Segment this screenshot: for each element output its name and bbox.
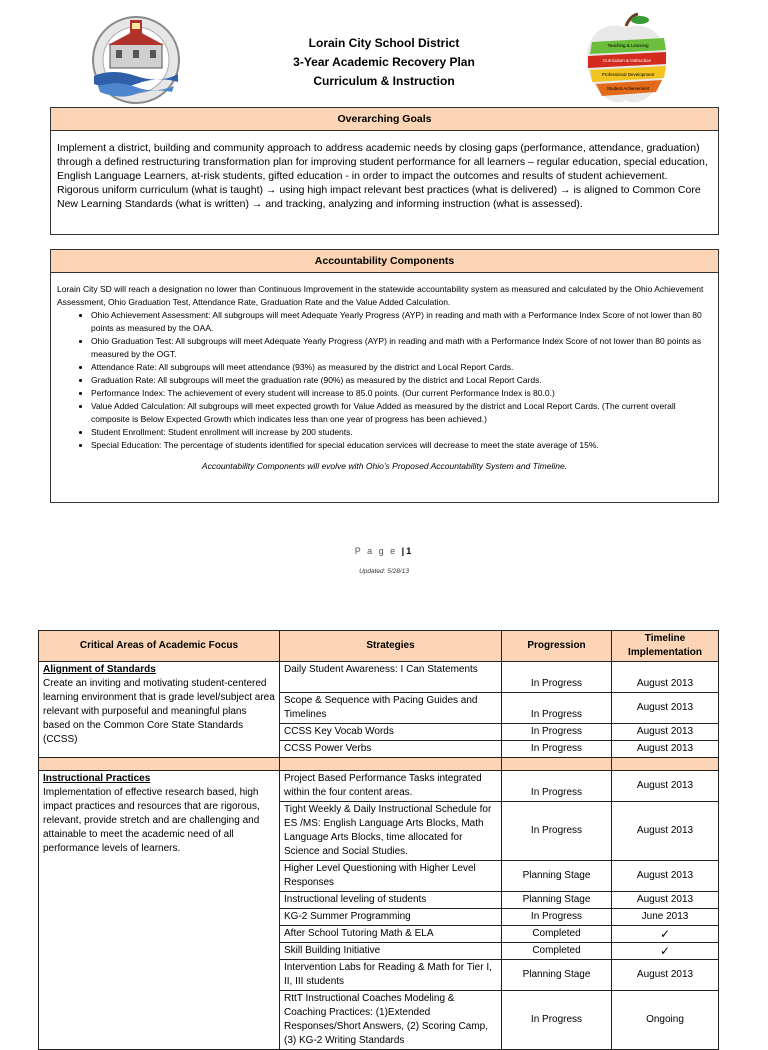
focus-area-alignment	[39, 662, 280, 758]
page-number-value: 1	[406, 546, 414, 556]
checkmark-icon: ✓	[612, 926, 719, 943]
accountability-item: • Student Enrollment: Student enrollment will increase by 200 students.	[91, 426, 712, 439]
apple-logo	[580, 12, 672, 110]
col-header-timeline: Timeline Implementation	[612, 631, 719, 662]
strategy-cell: After School Tutoring Math & ELA	[280, 926, 502, 943]
accountability-item: • Graduation Rate: All subgroups will meet the graduation rate (90%) as measured by the district and Local Report Cards.	[91, 374, 712, 387]
strategy-cell: KG-2 Summer Programming	[280, 909, 502, 926]
col-header-progression: Progression	[502, 631, 612, 662]
strategy-cell: Tight Weekly & Daily Instructional Schedule for ES /MS: English Language Arts Blocks, Math Language Arts Blocks, time allocated for Science and Social Studies.	[280, 802, 502, 861]
strategy-cell: RttT Instructional Coaches Modeling & Coaching Practices: (1)Extended Responses/Short Answers, (2) Scoring Camp, (3) KG-2 Writing Standards	[280, 991, 502, 1050]
timeline-cell: August 2013	[612, 662, 719, 693]
timeline-cell: August 2013	[612, 741, 719, 758]
strategy-cell: CCSS Power Verbs	[280, 741, 502, 758]
apple-layer-4: Student Achievement	[606, 86, 650, 91]
timeline-cell: Ongoing	[612, 991, 719, 1050]
focus-area-title: Alignment of Standards	[43, 664, 156, 675]
progression-cell: In Progress	[502, 693, 612, 724]
page-label: P a g e	[354, 546, 398, 556]
focus-area-desc: Create an inviting and motivating student-centered learning environment that is grade level/subject area relevant with purposeful and meaningful plans based on the Common Core State Standards (CCSS)	[43, 678, 275, 745]
progression-cell: In Progress	[502, 909, 612, 926]
strategy-cell: Skill Building Initiative	[280, 943, 502, 960]
focus-area-instruction	[39, 771, 280, 1050]
goals-heading: Overarching Goals	[51, 108, 718, 131]
progression-cell: Completed	[502, 926, 612, 943]
strategy-cell: Scope & Sequence with Pacing Guides and Timelines	[280, 693, 502, 724]
document-title-block	[250, 34, 518, 91]
progression-cell: In Progress	[502, 741, 612, 758]
accountability-item: • Ohio Achievement Assessment: All subgroups will meet Adequate Yearly Progress (AYP) in reading and math with a Performance Index Score of not lower than 80 points as measured by the OAA.	[91, 309, 712, 335]
strategy-cell: Project Based Performance Tasks integrated within the four content areas.	[280, 771, 502, 802]
timeline-cell: June 2013	[612, 909, 719, 926]
goals-text: Implement a district, building and community approach to address academic needs by closing gaps (performance, attendance, graduation) through a defined restructuring transformation plan for improving student performance for all learners – regular education, special education, English Language Learners, at-risk students, gifted education - in order to impact the outcomes and results of student achievement. Rigorous uniform curriculum (what is taught) → using high impact relevant best practices (what is delivered) → is aligned to Common Core New Learning Standards (what is written) → and tracking, analyzing and informing instruction (what is assessed).	[57, 142, 708, 210]
col-header-strategies: Strategies	[280, 631, 502, 662]
progression-cell: In Progress	[502, 802, 612, 861]
progression-cell: In Progress	[502, 771, 612, 802]
section-separator-row	[39, 758, 719, 771]
progression-cell: Planning Stage	[502, 960, 612, 991]
plan-name: 3-Year Academic Recovery Plan	[293, 55, 475, 69]
progression-cell: Planning Stage	[502, 892, 612, 909]
accountability-item: • Ohio Graduation Test: All subgroups will meet Adequate Yearly Progress (AYP) in reading and math with a Performance Index Score of not lower than 80 points as measured by the OGT.	[91, 335, 712, 361]
apple-layer-2: Curriculum & Instruction	[602, 58, 652, 63]
apple-layer-1: Teaching & Learning	[607, 43, 649, 48]
progression-cell: Planning Stage	[502, 861, 612, 892]
accountability-note: Accountability Components will evolve with Ohio’s Proposed Accountability System and Timeline.	[201, 461, 568, 471]
timeline-cell: August 2013	[612, 802, 719, 861]
timeline-cell: August 2013	[612, 861, 719, 892]
strategy-cell: Instructional leveling of students	[280, 892, 502, 909]
strategy-cell: CCSS Key Vocab Words	[280, 724, 502, 741]
strategy-cell: Intervention Labs for Reading & Math for Tier I, II, III students	[280, 960, 502, 991]
page-number	[0, 546, 768, 556]
page-separator: |	[401, 546, 407, 556]
district-name: Lorain City School District	[308, 36, 460, 50]
accountability-item: • Attendance Rate: All subgroups will meet attendance (93%) as measured by the district and Local Report Cards.	[91, 361, 712, 374]
academic-focus-table	[38, 630, 719, 1050]
updated-date: Updated: 5/28/13	[359, 568, 409, 575]
col-header-areas: Critical Areas of Academic Focus	[39, 631, 280, 662]
apple-layer-3: Professional Development	[601, 72, 655, 77]
overarching-goals-box	[50, 107, 719, 235]
focus-area-title: Instructional Practices	[43, 773, 151, 784]
timeline-cell: August 2013	[612, 724, 719, 741]
lorain-city-schools-logo	[88, 14, 184, 106]
timeline-cell: August 2013	[612, 693, 719, 724]
progression-cell: Completed	[502, 943, 612, 960]
accountability-box	[50, 249, 719, 503]
strategy-cell: Daily Student Awareness: I Can Statements	[280, 662, 502, 693]
accountability-body	[51, 277, 718, 477]
focus-area-desc: Implementation of effective research based, high impact practices and resources that are rigorous, relevant, provide stretch and are challenging and attainable to meet the academic need of all performance levels of learners.	[43, 787, 260, 854]
accountability-list	[57, 309, 712, 452]
accountability-heading: Accountability Components	[51, 250, 718, 273]
accountability-item: • Performance Index: The achievement of every student will increase to 85.0 points. (Our current Performance Index is 80.0.)	[91, 387, 712, 400]
accountability-intro: Lorain City SD will reach a designation no lower than Continuous Improvement in the statewide accountability system as measured and calculated by the Ohio Achievement Assessment, Ohio Graduation Test, Attendance Rate, Graduation Rate and the Value Added Calculation.	[57, 284, 704, 307]
timeline-cell: August 2013	[612, 892, 719, 909]
table-header-row	[39, 631, 719, 662]
strategy-cell: Higher Level Questioning with Higher Level Responses	[280, 861, 502, 892]
table-row	[39, 771, 719, 802]
progression-cell: In Progress	[502, 724, 612, 741]
accountability-item: • Special Education: The percentage of students identified for special education services will decrease to meet the state average of 15%.	[91, 439, 712, 452]
accountability-item: • Value Added Calculation: All subgroups will meet expected growth for Value Added as measured by the district and Local Report Cards. (The current overall composite is Below Expected Growth which indicates less than one year of progress has been achieved.)	[91, 400, 712, 426]
timeline-cell: August 2013	[612, 771, 719, 802]
timeline-cell: August 2013	[612, 960, 719, 991]
table-row	[39, 662, 719, 693]
checkmark-icon: ✓	[612, 943, 719, 960]
progression-cell: In Progress	[502, 662, 612, 693]
progression-cell: In Progress	[502, 991, 612, 1050]
plan-subject: Curriculum & Instruction	[313, 74, 455, 88]
